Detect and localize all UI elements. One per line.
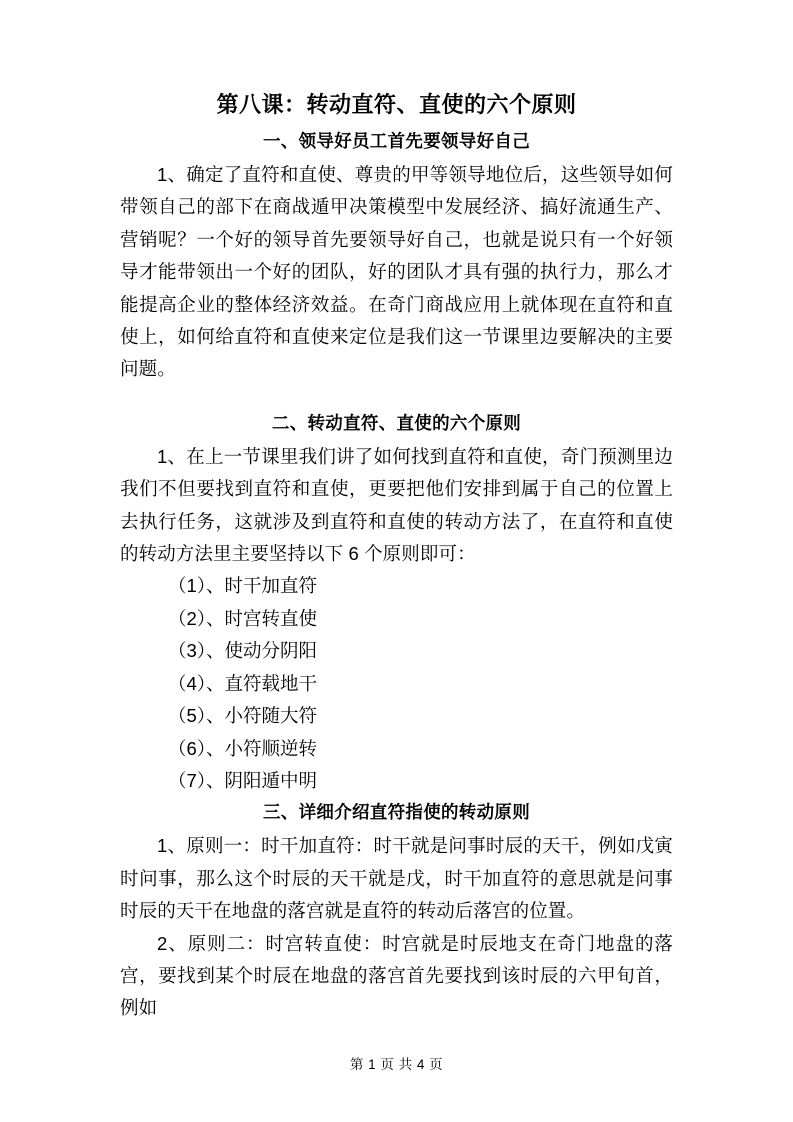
section-heading-1: 一、领导好员工首先要领导好自己 bbox=[263, 131, 530, 151]
page-number-label: 第 1 页 共 4 页 bbox=[349, 1057, 444, 1072]
section-1-paragraph-1: 1、确定了直符和直使、尊贵的甲等领导地位后，这些领导如何带领自己的部下在商战遁甲决策模型中发展经济、搞好流通生产、营销呢？一个好的领导首先要领导好自己，也就是说只有一个好领导才能带领出一个好的团队，好的团队才具有强的执行力，那么才能提高企业的整体经济效益。在奇门商战应用上就体现在直符和直使上，如何给直符和直使来定位是我们这一节课里边要解决的主要问题。 bbox=[120, 164, 673, 380]
principle-list bbox=[120, 570, 673, 797]
list-item: （5）、小符随大符 bbox=[168, 705, 318, 727]
section-heading-2: 二、转动直符、直使的六个原则 bbox=[271, 412, 522, 433]
list-item: （1）、时干加直符 bbox=[168, 575, 318, 597]
list-item: （2）、时宫转直使 bbox=[168, 607, 318, 629]
section-3-paragraph-1: 1、原则一：时干加直符：时干就是问事时辰的天干，例如戊寅时问事，那么这个时辰的天干就是戊，时干加直符的意思就是问事时辰的天干在地盘的落宫就是直符的转动后落宫的位置。 bbox=[120, 835, 673, 922]
list-item: （7）、阴阳遁中明 bbox=[168, 769, 318, 791]
section-2-paragraph-1: 1、在上一节课里我们讲了如何找到直符和直使，奇门预测里边我们不但要找到直符和直使，更要把他们安排到属于自己的位置上去执行任务，这就涉及到直符和直使的转动方法了，在直符和直使的转动方法里主要坚持以下 6 个原则即可： bbox=[120, 445, 673, 565]
page-title: 第八课：转动直符、直使的六个原则 bbox=[216, 92, 577, 117]
list-item: （3）、使动分阴阳 bbox=[168, 640, 318, 662]
list-item: （6）、小符顺逆转 bbox=[168, 737, 318, 759]
section-heading-3: 三、详细介绍直符指使的转动原则 bbox=[263, 802, 530, 823]
page-footer bbox=[0, 1056, 793, 1074]
list-item: （4）、直符载地干 bbox=[168, 672, 318, 694]
section-3-paragraph-2: 2、原则二：时宫转直使：时宫就是时辰地支在奇门地盘的落宫，要找到某个时辰在地盘的落宫首先要找到该时辰的六甲旬首，例如 bbox=[120, 932, 673, 1019]
document-content bbox=[120, 88, 673, 1025]
